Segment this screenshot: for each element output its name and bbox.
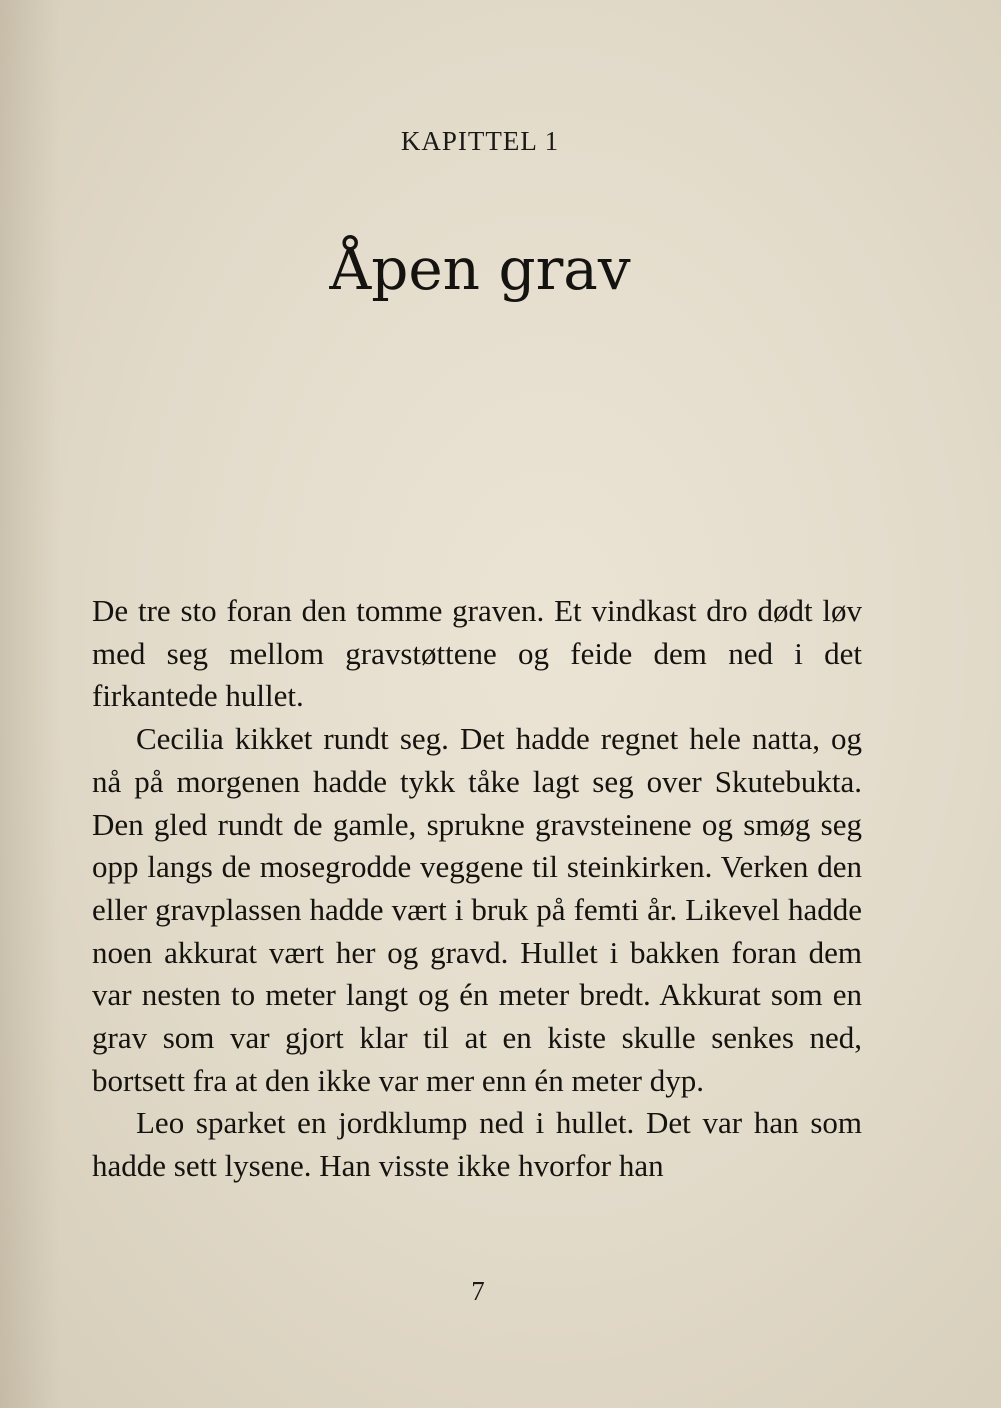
body-text (92, 590, 862, 1188)
paragraph: De tre sto foran den tomme graven. Et vindkast dro dødt løv med seg mellom gravstøttene og feide dem ned i det firkantede hullet. (92, 593, 862, 714)
page-edge-shadow (0, 0, 60, 1408)
chapter-title: Åpen grav (329, 235, 631, 303)
page-number: 7 (471, 1276, 485, 1306)
chapter-label: KAPITTEL 1 (400, 126, 560, 156)
paragraph: Leo sparket en jordklump ned i hullet. Det var han som hadde sett lysene. Han visste ikke hvorfor han (92, 1105, 862, 1184)
paragraph: Cecilia kikket rundt seg. Det hadde regnet hele natta, og nå på morgenen hadde tykk tåke lagt seg over Skutebukta. Den gled rundt de gamle, sprukne gravsteinene og smøg seg opp langs de mosegrodde veggene til steinkirken. Verken den eller gravplassen hadde vært i bruk på femti år. Likevel hadde noen akkurat vært her og gravd. Hullet i bakken foran dem var nesten to meter langt og én meter bredt. Akkurat som en grav som var gjort klar til at en kiste skulle senkes ned, bortsett fra at den ikke var mer enn én meter dyp. (92, 721, 862, 1098)
